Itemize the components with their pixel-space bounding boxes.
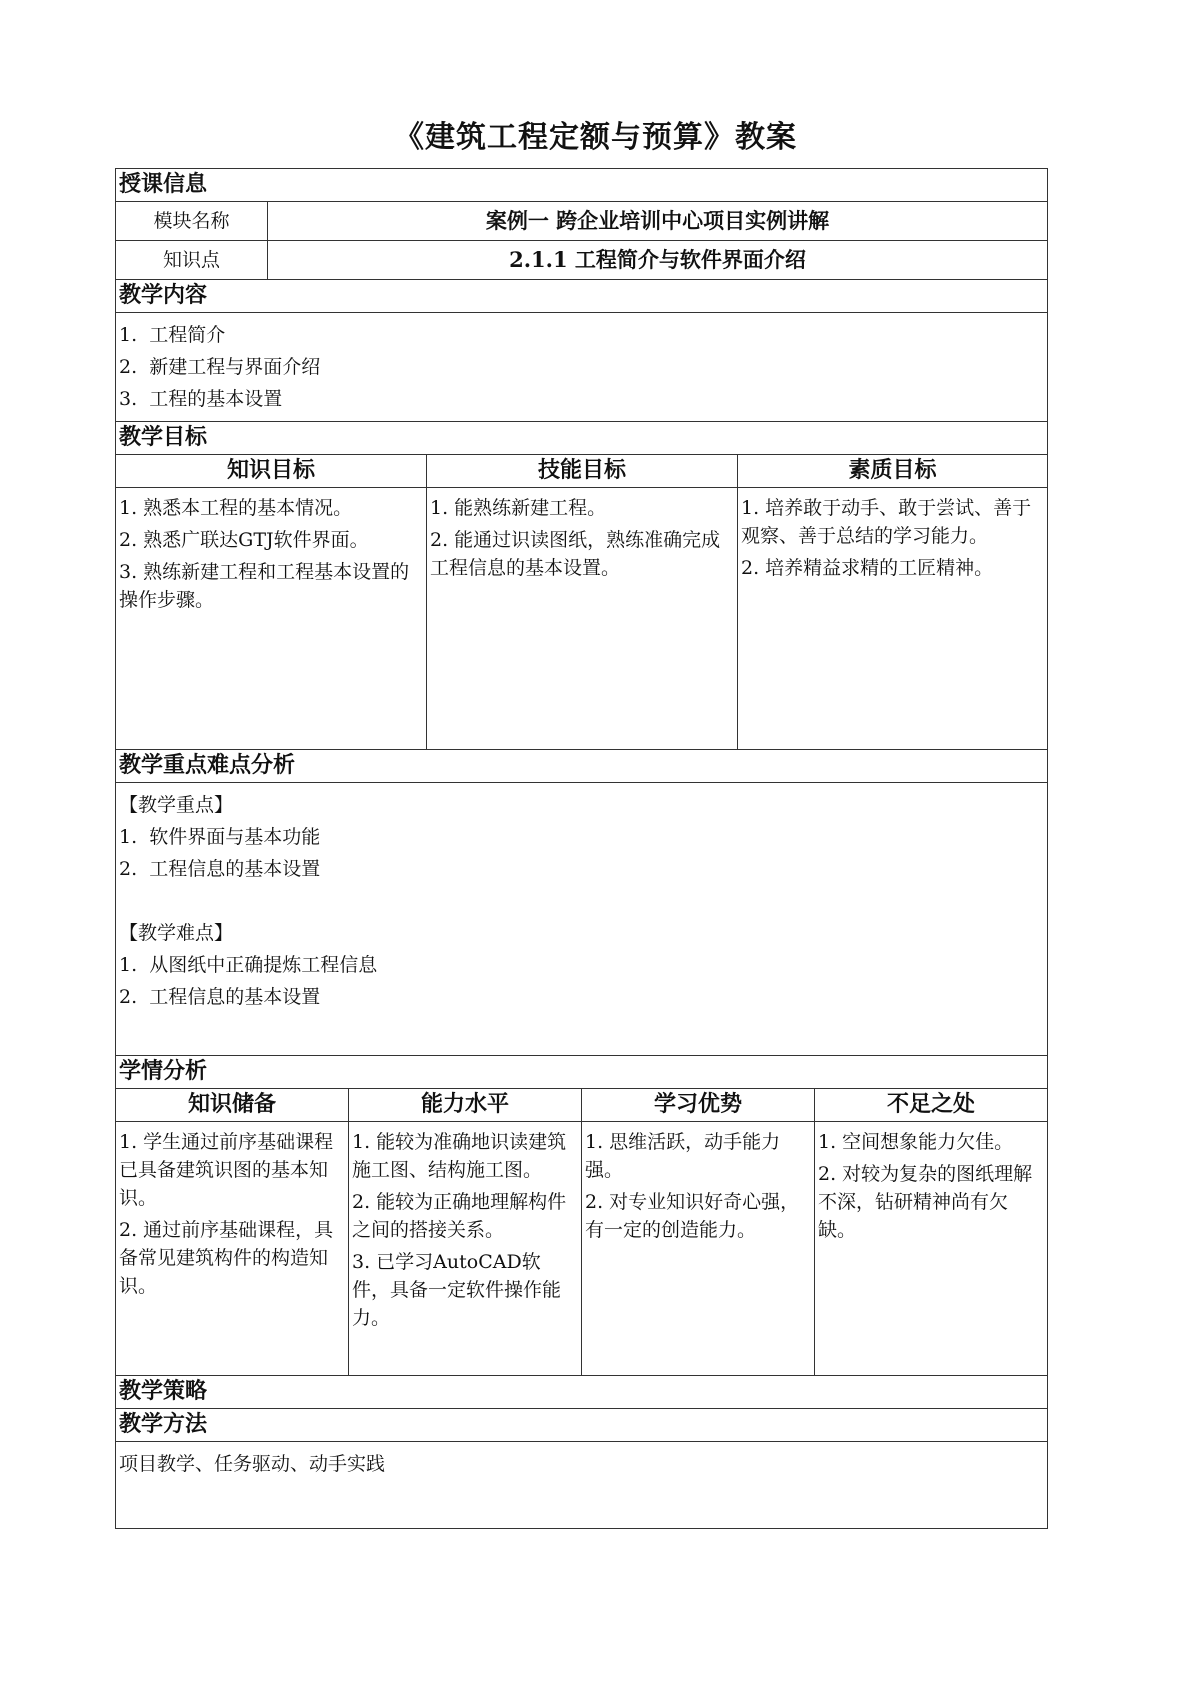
list-item: 2. 工程信息的基本设置 bbox=[119, 986, 321, 1008]
difficulty-label: 【教学难点】 bbox=[119, 922, 234, 944]
section-learners-title: 学情分析 bbox=[116, 1056, 1048, 1089]
list-item: 2. 对专业知识好奇心强，有一定的创造能力。 bbox=[585, 1191, 800, 1241]
goals-skill-cell bbox=[427, 488, 738, 750]
info-table bbox=[115, 168, 1048, 422]
list-item: 2. 能通过识读图纸，熟练准确完成工程信息的基本设置。 bbox=[430, 529, 721, 579]
list-item: 2. 工程信息的基本设置 bbox=[119, 858, 321, 880]
list-item: 1. 学生通过前序基础课程已具备建筑识图的基本知识。 bbox=[119, 1131, 334, 1209]
method-value: 项目教学、任务驱动、动手实践 bbox=[119, 1453, 386, 1475]
list-item: 3. 熟练新建工程和工程基本设置的操作步骤。 bbox=[119, 561, 410, 611]
list-item: 2. 能较为正确地理解构件之间的搭接关系。 bbox=[352, 1191, 567, 1241]
list-item: 1. 能熟练新建工程。 bbox=[430, 497, 607, 519]
method-value-cell bbox=[116, 1442, 1048, 1529]
learners-table bbox=[115, 1055, 1048, 1376]
learners-header-ability: 能力水平 bbox=[349, 1089, 582, 1122]
learners-ability-cell bbox=[349, 1122, 582, 1376]
goals-header-skill: 技能目标 bbox=[427, 455, 738, 488]
goals-table bbox=[115, 421, 1048, 750]
list-item: 1. 从图纸中正确提炼工程信息 bbox=[119, 954, 378, 976]
keypoints-cell bbox=[116, 783, 1048, 1056]
list-item: 1. 软件界面与基本功能 bbox=[119, 826, 321, 848]
list-item: 3. 工程的基本设置 bbox=[119, 388, 283, 410]
section-strategy-title: 教学策略 bbox=[116, 1376, 1048, 1409]
list-item: 1. 能较为准确地识读建筑施工图、结构施工图。 bbox=[352, 1131, 567, 1181]
section-content-title: 教学内容 bbox=[116, 280, 1048, 313]
goals-header-quality: 素质目标 bbox=[738, 455, 1048, 488]
point-label: 知识点 bbox=[116, 241, 268, 280]
keypoints-table bbox=[115, 749, 1048, 1056]
method-label: 教学方法 bbox=[116, 1409, 1048, 1442]
section-keypoints-title: 教学重点难点分析 bbox=[116, 750, 1048, 783]
goals-knowledge-cell bbox=[116, 488, 427, 750]
goals-header-knowledge: 知识目标 bbox=[116, 455, 427, 488]
goals-quality-cell bbox=[738, 488, 1048, 750]
learners-header-knowledge: 知识储备 bbox=[116, 1089, 349, 1122]
module-label: 模块名称 bbox=[116, 202, 268, 241]
content-list bbox=[116, 313, 1048, 422]
learners-knowledge-cell bbox=[116, 1122, 349, 1376]
learners-weaknesses-cell bbox=[815, 1122, 1048, 1376]
section-goals-title: 教学目标 bbox=[116, 422, 1048, 455]
list-item: 2. 通过前序基础课程，具备常见建筑构件的构造知识。 bbox=[119, 1219, 334, 1297]
focus-label: 【教学重点】 bbox=[119, 794, 234, 816]
list-item: 3. 已学习AutoCAD软件，具备一定软件操作能力。 bbox=[352, 1251, 562, 1329]
page-title: 《建筑工程定额与预算》教案 bbox=[394, 120, 797, 155]
list-item: 1. 熟悉本工程的基本情况。 bbox=[119, 497, 353, 519]
strategy-table bbox=[115, 1375, 1048, 1529]
list-item: 1. 空间想象能力欠佳。 bbox=[818, 1131, 1014, 1153]
learners-header-advantages: 学习优势 bbox=[582, 1089, 815, 1122]
list-item: 1. 培养敢于动手、敢于尝试、善于观察、善于总结的学习能力。 bbox=[741, 497, 1032, 547]
learners-advantages-cell bbox=[582, 1122, 815, 1376]
list-item: 1. 思维活跃，动手能力强。 bbox=[585, 1131, 781, 1181]
lesson-plan-table bbox=[115, 168, 1048, 1529]
module-value: 案例一 跨企业培训中心项目实例讲解 bbox=[268, 202, 1048, 241]
learners-header-weaknesses: 不足之处 bbox=[815, 1089, 1048, 1122]
point-value: 2.1.1 工程简介与软件界面介绍 bbox=[268, 241, 1048, 280]
section-info-title: 授课信息 bbox=[116, 169, 1048, 202]
list-item: 2. 培养精益求精的工匠精神。 bbox=[741, 557, 994, 579]
list-item: 2. 熟悉广联达GTJ软件界面。 bbox=[119, 529, 369, 551]
list-item: 1. 工程简介 bbox=[119, 324, 226, 346]
list-item: 2. 新建工程与界面介绍 bbox=[119, 356, 321, 378]
list-item: 2. 对较为复杂的图纸理解不深，钻研精神尚有欠缺。 bbox=[818, 1163, 1033, 1241]
